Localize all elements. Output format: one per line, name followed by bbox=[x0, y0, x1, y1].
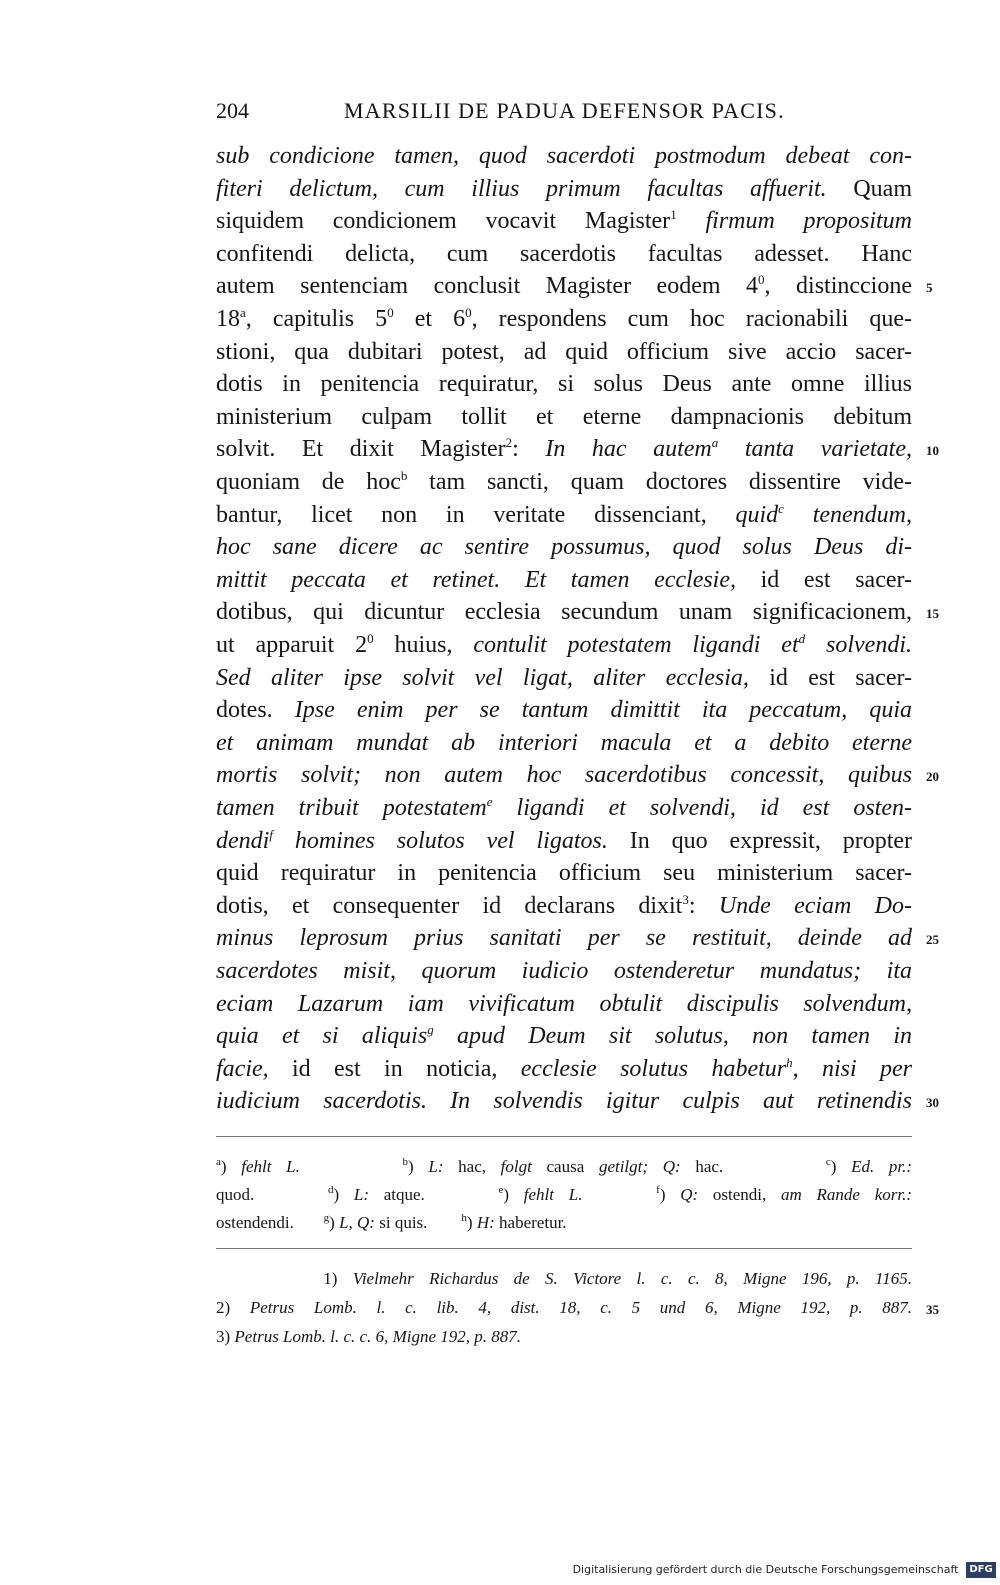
apparatus-line: ostendendi. $^g$) L, Q: si quis. $^h$) H: haberetur. bbox=[216, 1212, 567, 1232]
text-line: ministerium culpam tollit et eterne dampnacionis debitum bbox=[216, 403, 912, 430]
line-number: 10 bbox=[926, 443, 939, 459]
text-line: dotibus, qui dicuntur ecclesia secundum unam significacionem, bbox=[216, 599, 912, 626]
text-line: dendi$^f$ homines solutos vel ligatos. In quo expressit, propter bbox=[216, 826, 913, 854]
text-line: confitendi delicta, cum sacerdotis facultas adesset. Hanc bbox=[216, 240, 912, 267]
text-line: hoc sane dicere ac sentire possumus, quod solus Deus di- bbox=[216, 534, 912, 561]
footnote: 1) Vielmehr Richardus de S. Victore l. c. c. 8, Migne 196, p. 1165. bbox=[216, 1269, 912, 1288]
text-line: mittit peccata et retinet. Et tamen ecclesie, id est sacer- bbox=[216, 566, 912, 593]
text-line: mortis solvit; non autem hoc sacerdotibus concessit, quibus bbox=[216, 762, 912, 789]
line-number-35: 35 bbox=[926, 1302, 939, 1317]
text-line: Sed aliter ipse solvit vel ligat, aliter ecclesia, id est sacer- bbox=[216, 664, 912, 691]
running-header bbox=[216, 96, 916, 126]
line-number: 30 bbox=[926, 1095, 939, 1111]
digitization-credit bbox=[573, 1561, 996, 1579]
text-line: bantur, licet non in veritate dissenciant, quid$^c$ tenendum, bbox=[216, 500, 913, 528]
text-line: siquidem condicionem vocavit Magister$^1$ firmum propositum bbox=[216, 207, 913, 235]
page-number: 204 bbox=[216, 98, 249, 123]
text-line: quid requiratur in penitencia officium seu ministerium sacer- bbox=[216, 860, 912, 887]
dfg-logo: DFG bbox=[966, 1562, 996, 1578]
digitization-note: Digitalisierung gefördert durch die Deutsche Forschungsgemeinschaft bbox=[572, 1563, 959, 1576]
text-line: solvit. Et dixit Magister$^2$: In hac autem$^a$ tanta varietate, bbox=[216, 435, 912, 463]
text-line: autem sentenciam conclusit Magister eodem $4^0$, distinccione bbox=[216, 272, 912, 300]
text-apparatus-divider bbox=[216, 1136, 912, 1137]
text-line: minus leprosum prius sanitati per se restituit, deinde ad bbox=[216, 925, 912, 952]
line-number: 5 bbox=[926, 280, 933, 296]
apparatus-line: $^a$) fehlt L. $^b$) L: hac, folgt causa getilgt; Q: hac. $^c$) Ed. pr.: bbox=[216, 1156, 913, 1176]
text-line: 18$^a$, capitulis $5^0$ et $6^0$, respondens cum hoc racionabili que- bbox=[216, 305, 912, 332]
text-line: et animam mundat ab interiori macula et a debito eterne bbox=[216, 729, 912, 756]
text-line: quia et si aliquis$^g$ apud Deum sit solutus, non tamen in bbox=[216, 1022, 913, 1050]
apparatus-line: quod. $^d$) L: atque. $^e$) fehlt L. $^f$) Q: ostendi, am Rande korr.: bbox=[216, 1184, 913, 1204]
text-line: eciam Lazarum iam vivificatum obtulit discipulis solvendum, bbox=[216, 990, 912, 1017]
text-line: dotis in penitencia requiratur, si solus Deus ante omne illius bbox=[216, 371, 912, 398]
apparatus-footnote-divider bbox=[216, 1248, 912, 1249]
text-line: dotes. Ipse enim per se tantum dimittit ita peccatum, quia bbox=[216, 697, 912, 724]
text-line: facie, id est in noticia, ecclesie solutus habetur$^h$, nisi per bbox=[216, 1054, 912, 1082]
text-line: ut apparuit $2^0$ huius, contulit potestatem ligandi $et^d$ solvendi. bbox=[216, 631, 912, 658]
line-number: 25 bbox=[926, 932, 939, 948]
footnote: 3) Petrus Lomb. l. c. c. 6, Migne 192, p. 887. bbox=[216, 1327, 522, 1346]
text-line: iudicium sacerdotis. In solvendis igitur culpis aut retinendis bbox=[216, 1088, 912, 1115]
text-line: tamen tribuit potestatem$^e$ ligandi et solvendi, id est osten- bbox=[216, 794, 912, 821]
text-line: dotis, et consequenter id declarans dixit$^3$: Unde eciam Do- bbox=[216, 891, 913, 919]
text-line: stioni, qua dubitari potest, ad quid officium sive accio sacer- bbox=[216, 338, 912, 365]
text-line: sacerdotes misit, quorum iudicio ostenderetur mundatus; ita bbox=[216, 958, 912, 984]
line-number: 15 bbox=[926, 606, 939, 622]
running-title: MARSILII DE PADUA DEFENSOR PACIS. bbox=[344, 98, 785, 123]
text-line: quoniam de hoc$^b$ tam sancti, quam doctores dissentire vide- bbox=[216, 468, 912, 495]
line-number: 20 bbox=[926, 769, 939, 785]
text-line: sub condicione tamen, quod sacerdoti postmodum debeat con- bbox=[216, 143, 912, 169]
text-line: fiteri delictum, cum illius primum facultas affuerit. Quam bbox=[216, 175, 912, 202]
footnote: 2) Petrus Lomb. l. c. lib. 4, dist. 18, c. 5 und 6, Migne 192, p. 887. bbox=[216, 1298, 912, 1317]
